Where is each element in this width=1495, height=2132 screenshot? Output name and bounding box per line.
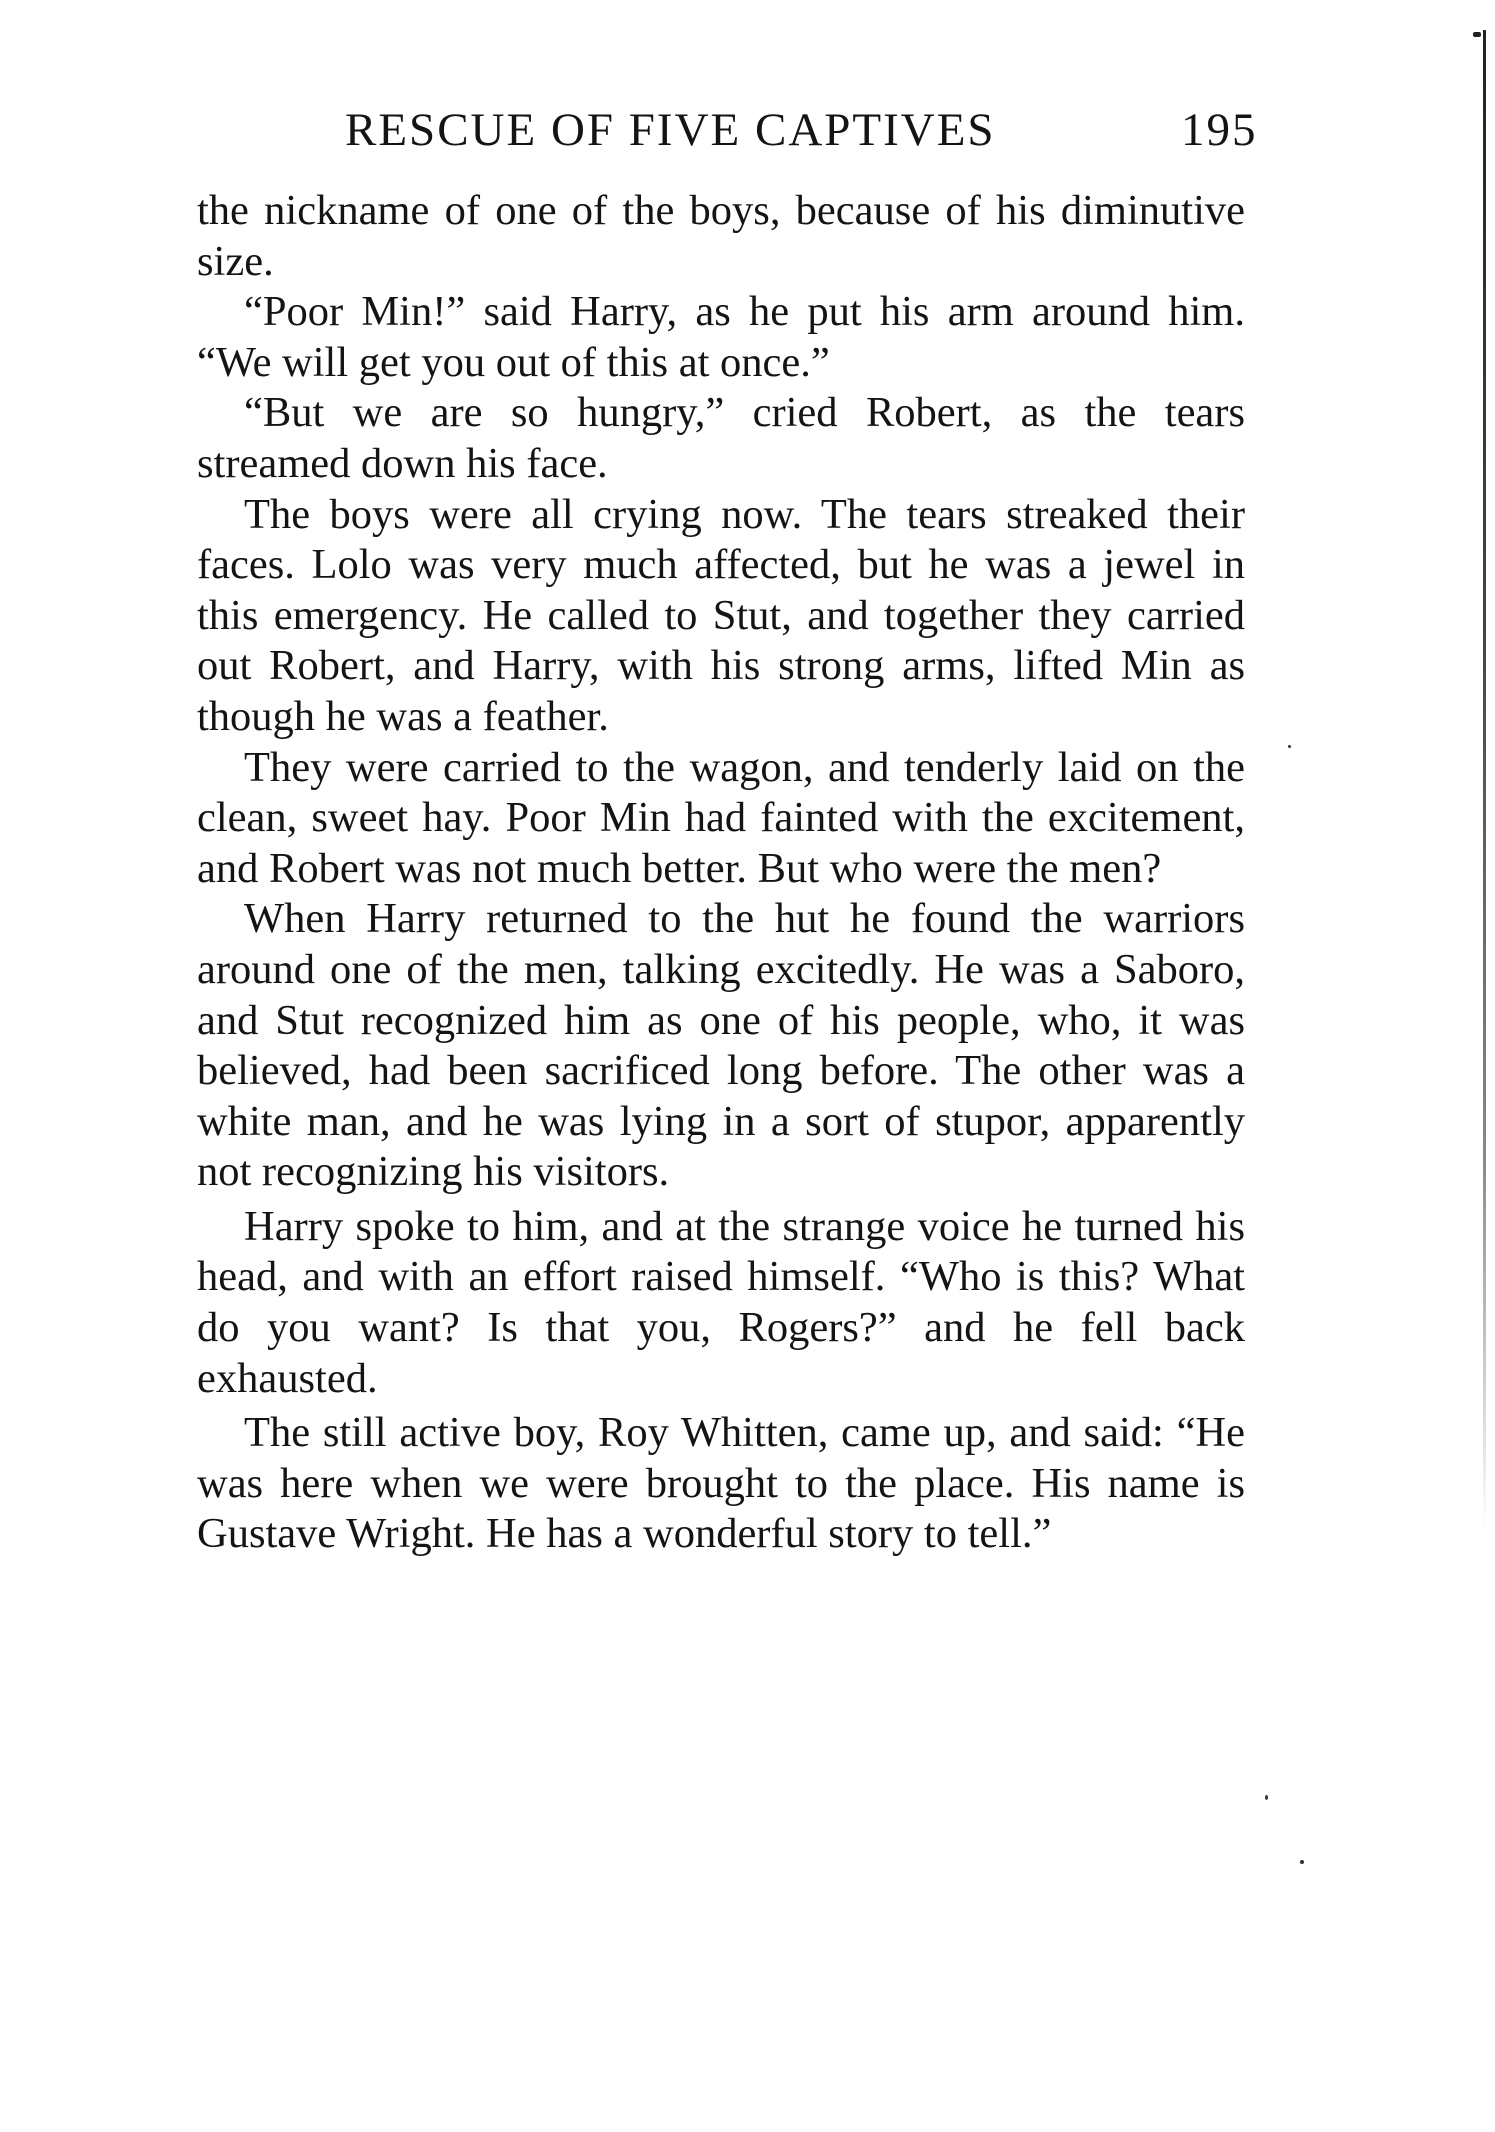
paper-speck <box>1300 1860 1304 1864</box>
paragraph: “Poor Min!” said Harry, as he put his arm around him. “We will get you out of this at once.” <box>197 288 1245 386</box>
paper-speck <box>1288 745 1291 748</box>
paragraph: The still active boy, Roy Whitten, came up, and said: “He was here when we were brought to the place. His name is Gustave Wright. He has a wonderful story to tell.” <box>197 1409 1245 1558</box>
paragraph: They were carried to the wagon, and tenderly laid on the clean, sweet hay. Poor Min had fainted with the excitement, and Robert was not much better. But who were the men? <box>197 743 1245 892</box>
binding-mark <box>1473 32 1481 37</box>
running-head <box>345 100 1258 160</box>
page-number: 195 <box>1181 104 1258 156</box>
body-text <box>197 186 1245 1560</box>
paragraph: Harry spoke to him, and at the strange voice he turned his head, and with an effort raised himself. “Who is this? What do you want? Is that you, Rogers?” and he fell back exhausted. <box>197 1202 1245 1402</box>
paragraph: “But we are so hungry,” cried Robert, as the tears streamed down his face. <box>197 389 1245 487</box>
chapter-title: RESCUE OF FIVE CAPTIVES <box>345 104 996 156</box>
binding-edge <box>1483 30 1486 1530</box>
paragraph: the nickname of one of the boys, because of his diminutive size. <box>197 187 1245 285</box>
paragraph: The boys were all crying now. The tears streaked their faces. Lolo was very much affected, but he was a jewel in this emergency. He called to Stut, and together they carried out Robert, and Harry, with his strong arms, lifted Min as though he was a feather. <box>197 490 1245 740</box>
paragraph: When Harry returned to the hut he found the warriors around one of the men, talking excitedly. He was a Saboro, and Stut recognized him as one of his people, who, it was believed, had been sacrificed long before. The other was a white man, and he was lying in a sort of stupor, apparently not recognizing his visitors. <box>197 895 1245 1196</box>
paper-speck <box>1265 1795 1268 1800</box>
